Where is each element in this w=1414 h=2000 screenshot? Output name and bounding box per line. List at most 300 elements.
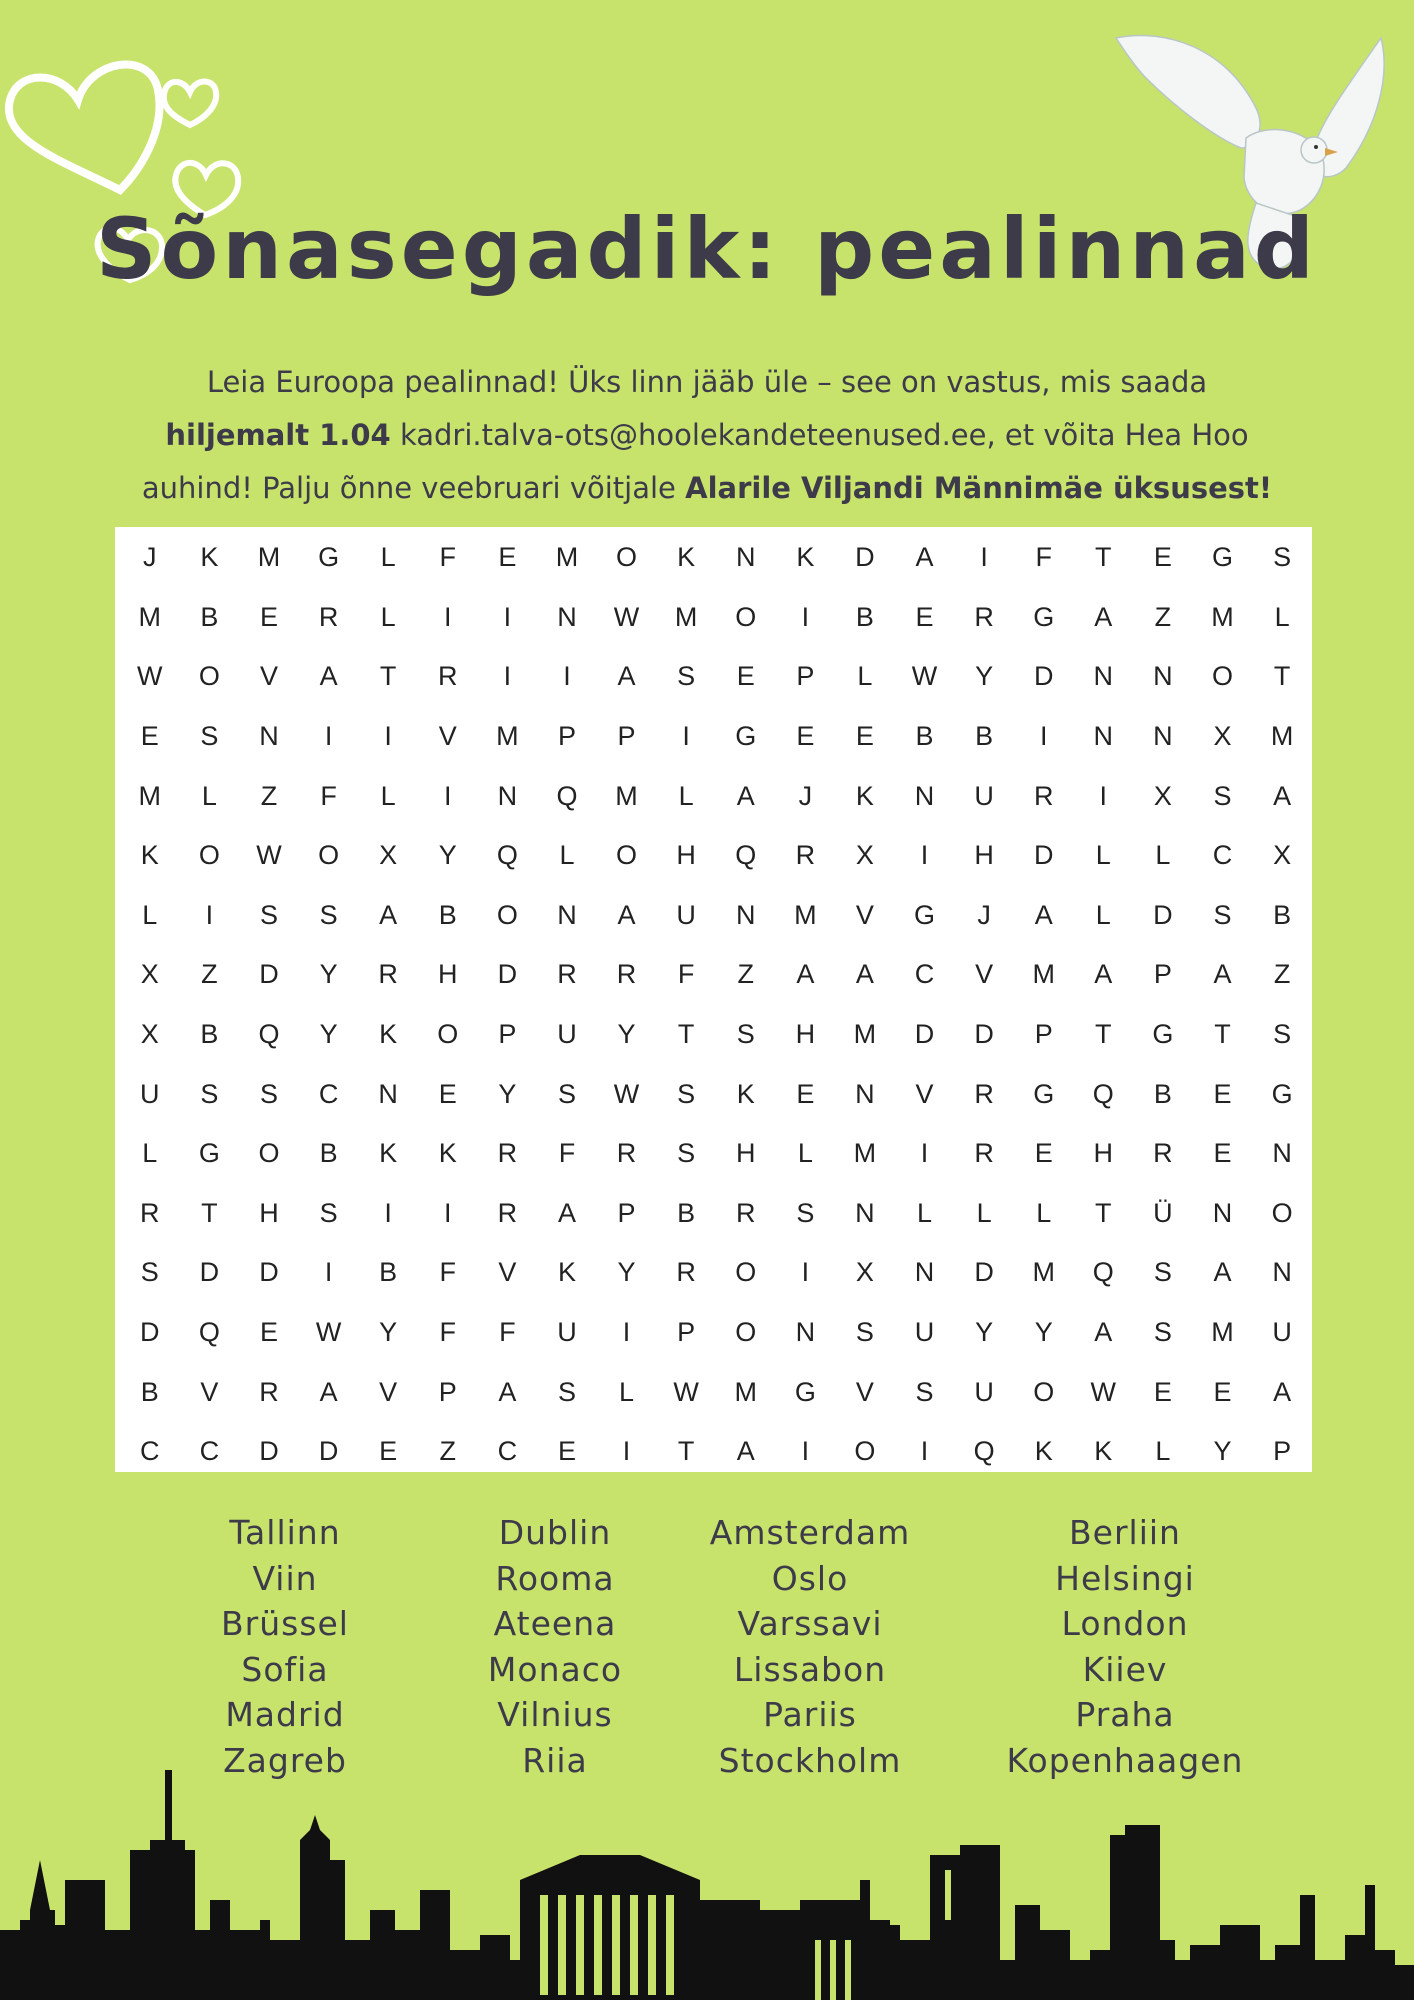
grid-letter[interactable]: N <box>855 1197 875 1228</box>
grid-letter[interactable]: M <box>794 899 817 930</box>
grid-letter[interactable]: Q <box>258 1019 280 1050</box>
grid-letter[interactable]: O <box>496 899 518 930</box>
grid-letter[interactable]: P <box>796 661 815 692</box>
grid-letter[interactable]: S <box>259 899 278 930</box>
grid-letter[interactable]: B <box>438 899 457 930</box>
grid-letter[interactable]: G <box>318 542 340 573</box>
grid-letter[interactable]: M <box>734 1376 757 1407</box>
grid-letter[interactable]: N <box>259 721 279 752</box>
grid-letter[interactable]: N <box>735 542 756 573</box>
grid-letter[interactable]: D <box>259 1436 279 1467</box>
grid-letter[interactable]: E <box>796 721 815 752</box>
grid-letter[interactable]: L <box>142 1138 158 1169</box>
grid-letter[interactable]: K <box>557 1257 576 1288</box>
grid-letter[interactable]: T <box>1214 1019 1231 1050</box>
grid-letter[interactable]: I <box>920 1436 929 1467</box>
grid-letter[interactable]: R <box>1033 780 1054 811</box>
grid-letter[interactable]: D <box>199 1257 220 1288</box>
grid-letter[interactable]: L <box>201 780 217 811</box>
grid-letter[interactable]: S <box>1213 780 1232 811</box>
grid-letter[interactable]: O <box>198 661 220 692</box>
grid-letter[interactable]: N <box>378 1078 398 1109</box>
grid-letter[interactable]: A <box>736 780 755 811</box>
grid-letter[interactable]: I <box>563 661 571 692</box>
grid-letter[interactable]: O <box>258 1138 280 1169</box>
grid-letter[interactable]: M <box>1211 1317 1234 1348</box>
grid-letter[interactable]: E <box>1153 1376 1172 1407</box>
grid-letter[interactable]: M <box>1211 601 1234 632</box>
grid-letter[interactable]: G <box>1152 1019 1174 1050</box>
grid-letter[interactable]: L <box>678 780 694 811</box>
grid-letter[interactable]: M <box>853 1019 877 1050</box>
grid-letter[interactable]: N <box>914 780 935 811</box>
grid-letter[interactable]: W <box>613 1078 640 1109</box>
grid-letter[interactable]: V <box>915 1078 934 1109</box>
grid-letter[interactable]: O <box>318 840 340 871</box>
grid-letter[interactable]: F <box>558 1138 576 1169</box>
grid-letter[interactable]: T <box>1095 1019 1112 1050</box>
grid-letter[interactable]: N <box>855 1078 875 1109</box>
grid-letter[interactable]: E <box>736 661 755 692</box>
grid-letter[interactable]: Z <box>260 780 278 811</box>
grid-letter[interactable]: B <box>855 601 874 632</box>
grid-letter[interactable]: I <box>503 661 512 692</box>
grid-letter[interactable]: E <box>1034 1138 1053 1169</box>
grid-letter[interactable]: W <box>613 601 640 632</box>
grid-letter[interactable]: U <box>974 780 994 811</box>
grid-letter[interactable]: D <box>974 1257 994 1288</box>
grid-letter[interactable]: Q <box>198 1317 220 1348</box>
grid-letter[interactable]: S <box>200 1078 219 1109</box>
grid-letter[interactable]: H <box>1093 1138 1114 1169</box>
grid-letter[interactable]: B <box>379 1257 398 1288</box>
grid-letter[interactable]: Y <box>975 1317 994 1348</box>
grid-letter[interactable]: L <box>1036 1197 1052 1228</box>
grid-letter[interactable]: E <box>379 1436 398 1467</box>
grid-letter[interactable]: F <box>320 780 337 811</box>
grid-letter[interactable]: T <box>379 661 397 692</box>
grid-letter[interactable]: B <box>319 1138 338 1169</box>
grid-letter[interactable]: Q <box>1092 1257 1114 1288</box>
grid-letter[interactable]: Y <box>617 1257 636 1288</box>
grid-letter[interactable]: X <box>140 1019 159 1050</box>
grid-letter[interactable]: K <box>855 780 874 811</box>
grid-letter[interactable]: Y <box>379 1317 398 1348</box>
grid-letter[interactable]: K <box>736 1078 755 1109</box>
grid-letter[interactable]: L <box>1095 840 1111 871</box>
grid-letter[interactable]: R <box>616 1138 637 1169</box>
grid-letter[interactable]: B <box>975 721 994 752</box>
grid-letter[interactable]: D <box>1033 661 1054 692</box>
grid-letter[interactable]: Z <box>439 1436 457 1467</box>
grid-letter[interactable]: D <box>855 542 875 573</box>
grid-letter[interactable]: S <box>319 1197 338 1228</box>
grid-letter[interactable]: I <box>622 1317 631 1348</box>
grid-letter[interactable]: I <box>801 1436 810 1467</box>
grid-letter[interactable]: F <box>499 1317 516 1348</box>
grid-letter[interactable]: O <box>735 601 757 632</box>
grid-letter[interactable]: C <box>914 959 935 990</box>
grid-letter[interactable]: P <box>1034 1019 1053 1050</box>
grid-letter[interactable]: V <box>259 661 278 692</box>
grid-letter[interactable]: N <box>914 1257 935 1288</box>
grid-letter[interactable]: J <box>143 542 157 573</box>
grid-letter[interactable]: S <box>259 1078 278 1109</box>
grid-letter[interactable]: M <box>496 721 519 752</box>
grid-letter[interactable]: X <box>1213 721 1232 752</box>
grid-letter[interactable]: A <box>1094 601 1113 632</box>
grid-letter[interactable]: C <box>318 1078 339 1109</box>
grid-letter[interactable]: B <box>1153 1078 1172 1109</box>
grid-letter[interactable]: I <box>384 721 392 752</box>
grid-letter[interactable]: S <box>1153 1257 1172 1288</box>
grid-letter[interactable]: K <box>379 1138 398 1169</box>
grid-letter[interactable]: O <box>1211 661 1233 692</box>
grid-letter[interactable]: X <box>855 840 874 871</box>
grid-letter[interactable]: U <box>914 1317 935 1348</box>
grid-letter[interactable]: R <box>497 1138 518 1169</box>
grid-letter[interactable]: R <box>318 601 339 632</box>
grid-letter[interactable]: Y <box>1034 1317 1053 1348</box>
grid-letter[interactable]: L <box>1155 1436 1171 1467</box>
grid-letter[interactable]: R <box>676 1257 696 1288</box>
grid-letter[interactable]: G <box>198 1138 220 1169</box>
grid-letter[interactable]: D <box>974 1019 994 1050</box>
grid-letter[interactable]: S <box>855 1317 874 1348</box>
grid-letter[interactable]: S <box>1273 1019 1292 1050</box>
grid-letter[interactable]: N <box>1153 661 1173 692</box>
grid-letter[interactable]: R <box>795 840 816 871</box>
grid-letter[interactable]: O <box>854 1436 876 1467</box>
grid-letter[interactable]: H <box>795 1019 816 1050</box>
grid-letter[interactable]: I <box>920 1138 929 1169</box>
grid-letter[interactable]: O <box>437 1019 459 1050</box>
grid-letter[interactable]: I <box>682 721 690 752</box>
grid-letter[interactable]: H <box>676 840 696 871</box>
grid-letter[interactable]: S <box>677 1078 696 1109</box>
grid-letter[interactable]: S <box>557 1078 576 1109</box>
grid-letter[interactable]: I <box>980 542 988 573</box>
grid-letter[interactable]: K <box>1094 1436 1113 1467</box>
grid-letter[interactable]: Y <box>438 840 457 871</box>
grid-letter[interactable]: I <box>503 601 512 632</box>
grid-letter[interactable]: D <box>318 1436 339 1467</box>
grid-letter[interactable]: E <box>1153 542 1172 573</box>
grid-letter[interactable]: H <box>438 959 458 990</box>
grid-letter[interactable]: A <box>617 899 636 930</box>
grid-letter[interactable]: R <box>974 1078 994 1109</box>
grid-letter[interactable]: V <box>200 1376 219 1407</box>
grid-letter[interactable]: L <box>380 780 396 811</box>
grid-letter[interactable]: R <box>974 601 994 632</box>
grid-letter[interactable]: A <box>379 899 398 930</box>
grid-letter[interactable]: G <box>1033 601 1055 632</box>
grid-letter[interactable]: X <box>855 1257 874 1288</box>
grid-letter[interactable]: M <box>1032 959 1055 990</box>
grid-letter[interactable]: B <box>1273 899 1292 930</box>
grid-letter[interactable]: U <box>676 899 696 930</box>
grid-letter[interactable]: V <box>855 1376 874 1407</box>
grid-letter[interactable]: A <box>736 1436 755 1467</box>
grid-letter[interactable]: W <box>673 1376 699 1407</box>
grid-letter[interactable]: M <box>555 542 579 573</box>
grid-letter[interactable]: A <box>1094 959 1113 990</box>
grid-letter[interactable]: N <box>1093 661 1114 692</box>
grid-letter[interactable]: E <box>557 1436 576 1467</box>
grid-letter[interactable]: L <box>1155 840 1171 871</box>
grid-letter[interactable]: Y <box>975 661 994 692</box>
grid-letter[interactable]: K <box>140 840 159 871</box>
grid-letter[interactable]: B <box>915 721 934 752</box>
grid-letter[interactable]: A <box>915 542 934 573</box>
grid-letter[interactable]: L <box>976 1197 992 1228</box>
grid-letter[interactable]: Y <box>617 1019 636 1050</box>
grid-letter[interactable]: L <box>917 1197 933 1228</box>
grid-letter[interactable]: R <box>438 661 458 692</box>
grid-letter[interactable]: M <box>674 601 698 632</box>
grid-letter[interactable]: E <box>796 1078 815 1109</box>
grid-letter[interactable]: E <box>140 721 159 752</box>
grid-letter[interactable]: Y <box>1213 1436 1232 1467</box>
grid-letter[interactable]: M <box>853 1138 877 1169</box>
grid-letter[interactable]: S <box>1153 1317 1172 1348</box>
grid-letter[interactable]: N <box>1153 721 1173 752</box>
grid-letter[interactable]: E <box>259 1317 278 1348</box>
grid-letter[interactable]: A <box>1273 1376 1292 1407</box>
grid-letter[interactable]: Q <box>735 840 757 871</box>
grid-letter[interactable]: U <box>557 1317 577 1348</box>
grid-letter[interactable]: O <box>735 1257 757 1288</box>
grid-letter[interactable]: T <box>677 1019 695 1050</box>
grid-letter[interactable]: I <box>801 1257 810 1288</box>
grid-letter[interactable]: V <box>975 959 994 990</box>
grid-letter[interactable]: M <box>138 601 162 632</box>
grid-letter[interactable]: P <box>557 721 576 752</box>
grid-letter[interactable]: S <box>319 899 338 930</box>
grid-letter[interactable]: D <box>497 959 518 990</box>
grid-letter[interactable]: E <box>438 1078 457 1109</box>
grid-letter[interactable]: I <box>444 780 452 811</box>
grid-letter[interactable]: Z <box>1154 601 1172 632</box>
grid-letter[interactable]: P <box>1273 1436 1292 1467</box>
grid-letter[interactable]: O <box>616 542 638 573</box>
grid-letter[interactable]: S <box>200 721 219 752</box>
grid-letter[interactable]: M <box>138 780 162 811</box>
grid-letter[interactable]: I <box>622 1436 631 1467</box>
grid-letter[interactable]: D <box>914 1019 935 1050</box>
grid-letter[interactable]: S <box>1213 899 1232 930</box>
grid-letter[interactable]: O <box>1033 1376 1055 1407</box>
grid-letter[interactable]: V <box>855 899 874 930</box>
grid-letter[interactable]: L <box>559 840 575 871</box>
grid-letter[interactable]: T <box>1273 661 1291 692</box>
grid-letter[interactable]: N <box>1212 1197 1233 1228</box>
grid-letter[interactable]: G <box>794 1376 816 1407</box>
grid-letter[interactable]: I <box>444 601 452 632</box>
grid-letter[interactable]: R <box>735 1197 756 1228</box>
grid-letter[interactable]: I <box>1099 780 1108 811</box>
grid-letter[interactable]: L <box>380 542 396 573</box>
grid-letter[interactable]: D <box>140 1317 160 1348</box>
grid-letter[interactable]: A <box>1273 780 1292 811</box>
grid-letter[interactable]: P <box>677 1317 696 1348</box>
grid-letter[interactable]: R <box>557 959 577 990</box>
grid-letter[interactable]: P <box>617 1197 636 1228</box>
grid-letter[interactable]: I <box>801 601 810 632</box>
grid-letter[interactable]: A <box>557 1197 576 1228</box>
grid-letter[interactable]: W <box>911 661 938 692</box>
grid-letter[interactable]: J <box>798 780 813 811</box>
grid-letter[interactable]: I <box>444 1197 452 1228</box>
grid-letter[interactable]: K <box>796 542 815 573</box>
grid-letter[interactable]: P <box>617 721 636 752</box>
grid-letter[interactable]: F <box>439 1257 457 1288</box>
grid-letter[interactable]: T <box>677 1436 695 1467</box>
grid-letter[interactable]: G <box>735 721 757 752</box>
grid-letter[interactable]: P <box>438 1376 457 1407</box>
grid-letter[interactable]: A <box>1034 899 1053 930</box>
grid-letter[interactable]: L <box>619 1376 635 1407</box>
grid-letter[interactable]: J <box>977 899 991 930</box>
grid-letter[interactable]: E <box>855 721 874 752</box>
grid-letter[interactable]: N <box>1093 721 1114 752</box>
grid-letter[interactable]: Q <box>973 1436 995 1467</box>
grid-letter[interactable]: Q <box>1092 1078 1114 1109</box>
grid-letter[interactable]: M <box>1032 1257 1055 1288</box>
grid-letter[interactable]: H <box>259 1197 279 1228</box>
grid-letter[interactable]: W <box>137 661 163 692</box>
grid-letter[interactable]: O <box>616 840 638 871</box>
grid-letter[interactable]: X <box>379 840 398 871</box>
grid-letter[interactable]: I <box>1039 721 1048 752</box>
grid-letter[interactable]: Y <box>319 959 338 990</box>
grid-letter[interactable]: N <box>735 899 756 930</box>
grid-letter[interactable]: S <box>557 1376 576 1407</box>
grid-letter[interactable]: H <box>735 1138 756 1169</box>
grid-letter[interactable]: M <box>257 542 281 573</box>
grid-letter[interactable]: Z <box>737 959 754 990</box>
grid-letter[interactable]: E <box>498 542 517 573</box>
grid-letter[interactable]: L <box>797 1138 813 1169</box>
grid-letter[interactable]: Z <box>201 959 218 990</box>
grid-letter[interactable]: N <box>557 601 577 632</box>
grid-letter[interactable]: S <box>677 661 696 692</box>
grid-letter[interactable]: Z <box>1273 959 1291 990</box>
grid-letter[interactable]: H <box>974 840 994 871</box>
grid-letter[interactable]: L <box>1274 601 1290 632</box>
grid-letter[interactable]: W <box>256 840 282 871</box>
grid-letter[interactable]: N <box>497 780 518 811</box>
grid-letter[interactable]: L <box>857 661 873 692</box>
grid-letter[interactable]: L <box>142 899 158 930</box>
grid-letter[interactable]: Y <box>319 1019 338 1050</box>
grid-letter[interactable]: A <box>855 959 874 990</box>
grid-letter[interactable]: V <box>379 1376 398 1407</box>
grid-letter[interactable]: E <box>915 601 934 632</box>
grid-letter[interactable]: C <box>140 1436 160 1467</box>
grid-letter[interactable]: G <box>1211 542 1233 573</box>
grid-letter[interactable]: O <box>735 1317 757 1348</box>
grid-letter[interactable]: K <box>379 1019 398 1050</box>
grid-letter[interactable]: A <box>1213 959 1232 990</box>
grid-letter[interactable]: N <box>795 1317 816 1348</box>
grid-letter[interactable]: R <box>974 1138 994 1169</box>
grid-letter[interactable]: U <box>557 1019 577 1050</box>
grid-letter[interactable]: B <box>140 1376 159 1407</box>
grid-letter[interactable]: S <box>1273 542 1292 573</box>
grid-letter[interactable]: F <box>439 542 457 573</box>
grid-letter[interactable]: N <box>1272 1257 1292 1288</box>
grid-letter[interactable]: I <box>324 721 333 752</box>
grid-letter[interactable]: O <box>1271 1197 1293 1228</box>
grid-letter[interactable]: G <box>1033 1078 1055 1109</box>
grid-letter[interactable]: C <box>1212 840 1233 871</box>
grid-letter[interactable]: R <box>140 1197 160 1228</box>
grid-letter[interactable]: C <box>199 1436 220 1467</box>
grid-letter[interactable]: P <box>498 1019 517 1050</box>
grid-letter[interactable]: U <box>1272 1317 1292 1348</box>
grid-letter[interactable]: R <box>616 959 637 990</box>
grid-letter[interactable]: V <box>498 1257 517 1288</box>
grid-letter[interactable]: S <box>796 1197 815 1228</box>
grid-letter[interactable]: R <box>497 1197 518 1228</box>
grid-letter[interactable]: K <box>677 542 696 573</box>
grid-letter[interactable]: E <box>1213 1138 1232 1169</box>
grid-letter[interactable]: S <box>736 1019 755 1050</box>
grid-letter[interactable]: A <box>498 1376 517 1407</box>
grid-letter[interactable]: A <box>617 661 636 692</box>
grid-letter[interactable]: B <box>200 601 219 632</box>
grid-letter[interactable]: E <box>1213 1078 1232 1109</box>
grid-letter[interactable]: Ü <box>1153 1197 1173 1228</box>
grid-letter[interactable]: U <box>974 1376 994 1407</box>
grid-letter[interactable]: D <box>1033 840 1054 871</box>
grid-letter[interactable]: A <box>319 1376 338 1407</box>
grid-letter[interactable]: D <box>259 959 279 990</box>
grid-letter[interactable]: I <box>920 840 929 871</box>
grid-letter[interactable]: S <box>915 1376 934 1407</box>
grid-letter[interactable]: Q <box>496 840 518 871</box>
grid-letter[interactable]: R <box>378 959 398 990</box>
grid-letter[interactable]: O <box>198 840 220 871</box>
grid-letter[interactable]: A <box>796 959 815 990</box>
grid-letter[interactable]: P <box>1153 959 1172 990</box>
grid-letter[interactable]: G <box>1271 1078 1293 1109</box>
grid-letter[interactable]: L <box>380 601 396 632</box>
grid-letter[interactable]: A <box>1094 1317 1113 1348</box>
grid-letter[interactable]: E <box>259 601 278 632</box>
grid-letter[interactable]: E <box>1213 1376 1232 1407</box>
grid-letter[interactable]: X <box>1273 840 1292 871</box>
grid-letter[interactable]: F <box>1035 542 1052 573</box>
grid-letter[interactable]: W <box>1090 1376 1117 1407</box>
grid-letter[interactable]: D <box>259 1257 279 1288</box>
grid-letter[interactable]: R <box>259 1376 279 1407</box>
grid-letter[interactable]: K <box>200 542 219 573</box>
grid-letter[interactable]: S <box>140 1257 159 1288</box>
grid-letter[interactable]: M <box>615 780 638 811</box>
grid-letter[interactable]: F <box>439 1317 457 1348</box>
grid-letter[interactable]: N <box>557 899 577 930</box>
grid-letter[interactable]: X <box>140 959 159 990</box>
grid-letter[interactable]: T <box>1095 1197 1112 1228</box>
grid-letter[interactable]: V <box>438 721 457 752</box>
grid-letter[interactable]: L <box>1095 899 1111 930</box>
grid-letter[interactable]: U <box>140 1078 160 1109</box>
grid-letter[interactable]: S <box>677 1138 696 1169</box>
grid-letter[interactable]: Q <box>556 780 578 811</box>
grid-letter[interactable]: I <box>205 899 214 930</box>
